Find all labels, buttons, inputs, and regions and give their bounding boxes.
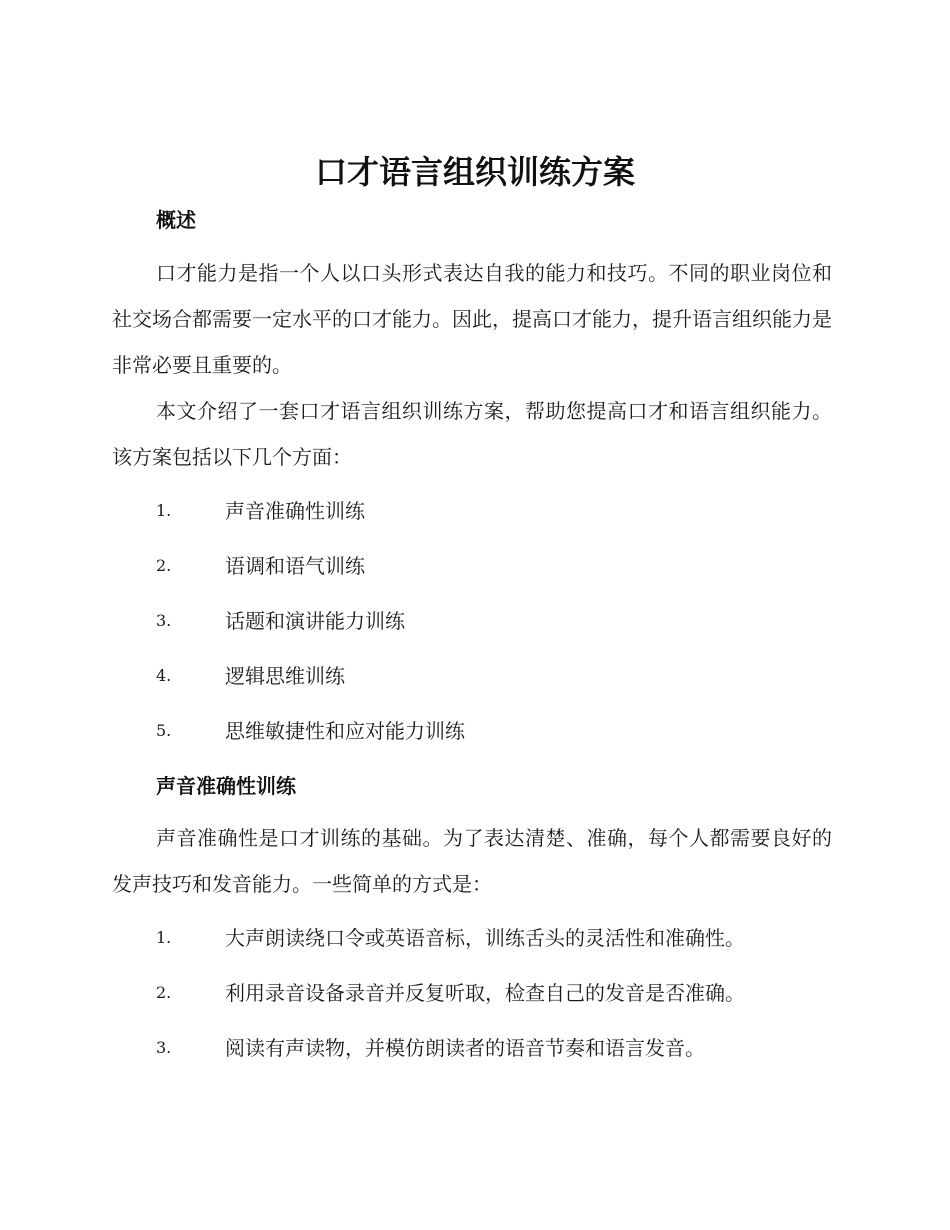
list-number: 5. [156, 721, 172, 740]
list-number: 2. [156, 556, 172, 575]
list-text: 利用录音设备录音并反复听取，检查自己的发音是否准确。 [225, 981, 745, 1005]
list-text: 声音准确性训练 [225, 499, 365, 523]
list-number: 1. [156, 928, 172, 947]
paragraph-overview-2: 本文介绍了一套口才语言组织训练方案，帮助您提高口才和语言组织能力。该方案包括以下几个方面： [112, 399, 832, 469]
list-number: 4. [156, 666, 172, 685]
list-text: 逻辑思维训练 [225, 664, 345, 688]
list-number: 3. [156, 611, 172, 630]
page-title: 口才语言组织训练方案 [314, 153, 635, 191]
list-number: 3. [156, 1038, 172, 1057]
paragraph-overview-1: 口才能力是指一个人以口头形式表达自我的能力和技巧。不同的职业岗位和社交场合都需要一定水平的口才能力。因此，提高口才能力，提升语言组织能力是非常必要且重要的。 [112, 261, 832, 377]
section-heading-overview: 概述 [156, 208, 196, 232]
paragraph-voice-accuracy: 声音准确性是口才训练的基础。为了表达清楚、准确，每个人都需要良好的发声技巧和发音能力。一些简单的方式是： [112, 826, 832, 896]
list-text: 语调和语气训练 [225, 554, 365, 578]
list-text: 阅读有声读物，并模仿朗读者的语音节奏和语言发音。 [225, 1036, 705, 1060]
section-heading-voice-accuracy: 声音准确性训练 [156, 774, 296, 798]
list-text: 思维敏捷性和应对能力训练 [225, 719, 465, 743]
list-number: 1. [156, 501, 172, 520]
list-number: 2. [156, 983, 172, 1002]
list-text: 大声朗读绕口令或英语音标，训练舌头的灵活性和准确性。 [225, 926, 745, 950]
list-text: 话题和演讲能力训练 [225, 609, 405, 633]
